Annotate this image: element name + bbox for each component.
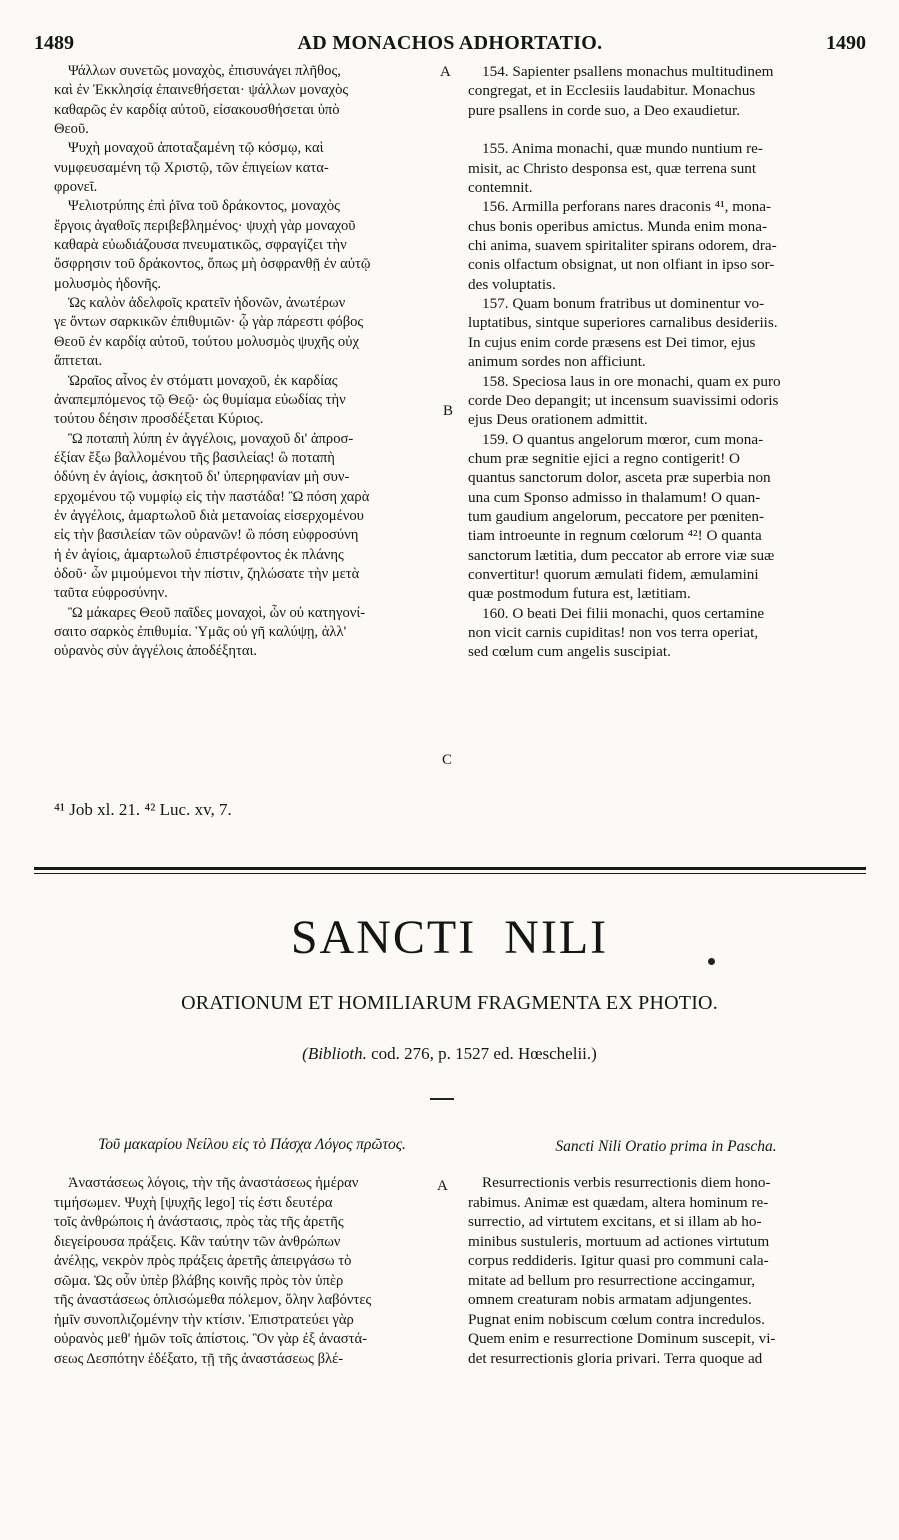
section-subtitle: ORATIONUM ET HOMILIARUM FRAGMENTA EX PHOTIO. [181,992,718,1014]
text-line: Ὡς καλὸν ἀδελφοῖς κρατεῖν ἡδονῶν, ἀνωτέρων [68,295,346,312]
source-rest: cod. 276, p. 1527 ed. Hœschelii.) [366,1044,597,1063]
margin-marker-c: C [442,752,453,768]
text-line: animum sordes non afficiunt. [468,353,646,371]
text-line: καθαρῶς ἐν καρδίᾳ αὐτοῦ, εἰσακουσθήσεται ὑπὸ [54,101,340,118]
text-line: non vicit carnis cupiditas! non vos terra operiat, [468,623,759,641]
text-line: τιμήσωμεν. Ψυχὴ [ψυχῆς lego] τίς ἐστι δευτέρα [54,1194,333,1211]
text-line: μολυσμὸς ἡδονῆς. [54,275,162,292]
running-head [34,32,866,56]
text-line: σῶμα. Ὡς οὖν ὑπὲρ βλάβης κοινῆς πρὸς τὸν ὑπὲρ [54,1272,344,1289]
text-line: rabimus. Animæ est quædam, altera hominum re- [468,1193,769,1211]
text-line: ejus Deus orationem admittit. [468,411,648,429]
latin-column-top [468,62,864,662]
text-line: minibus sustuleris, mortuum ad actiones virtutum [468,1232,770,1250]
text-line: Ψελιοτρύπης ἐπὶ ῥῖνα τοῦ δράκοντος, μοναχὸς [68,198,340,215]
text-line: 157. Quam bonum fratribus ut dominentur vo- [482,295,765,313]
section-divider-thin [34,873,866,874]
text-line: ἡ ἐν ἁγίοις, ἁμαρτωλοῦ ἐπιστρέφοντος ἐκ πλάνης [54,546,344,563]
greek-heading: Τοῦ μακαρίου Νείλου εἰς τὸ Πάσχα Λόγος πρῶτος. [98,1136,406,1153]
margin-marker-a-bottom: A [437,1178,448,1194]
footnotes: ⁴¹ Job xl. 21. ⁴² Luc. xv, 7. [54,800,232,819]
page-number-left: 1489 [34,32,74,54]
text-line: Pugnat enim nobiscum cœlum contra incredulos. [468,1310,765,1328]
latin-column-bottom [468,1173,864,1368]
text-line: σαιτο σαρκὸς ἐπιθυμία. Ὑμᾶς οὐ γῆ καλύψῃ, ἀλλ' [54,623,347,640]
text-line: 154. Sapienter psallens monachus multitudinem [482,63,774,80]
greek-column-bottom [54,1174,450,1369]
text-line: des voluptatis. [468,275,556,293]
text-line: ἀνέλῃς, νεκρὸν πρὸς πράξεις ἀρετῆς ἀπειργάσω τὸ [54,1253,352,1269]
ink-dot [708,958,715,965]
running-title: AD MONACHOS ADHORTATIO. [297,32,603,54]
text-line: ἅπτεται. [54,353,103,370]
short-divider [430,1098,454,1100]
text-line: Θεοῦ. [54,121,89,138]
text-line: tum gaudium angelorum, peccatore per pœniten- [468,507,765,525]
text-line: chus bonis operibus amictus. Munda enim mona- [468,217,768,235]
text-line: luptatibus, sintque superiores carnalibus desideriis. [468,314,778,332]
text-line: ταῦτα εὐφροσύνην. [54,585,168,602]
text-line: corpus reddideris. Igitur quasi pro communi cala- [468,1252,769,1269]
text-line: ἀναπεμπόμενος τῷ Θεῷ· ὡς θυμίαμα εὐωδίας τὴν [54,391,346,408]
text-line: Ὡραῖος αἶνος ἐν στόματι μοναχοῦ, ἐκ καρδίας [68,372,338,389]
text-line: sed cœlum cum angelis suscipiat. [468,643,671,661]
text-line: εἰς τὴν βασιλείαν τῶν οὐρανῶν! ὢ πόση εὐφροσύνη [54,527,359,544]
text-line: contemnit. [468,179,533,197]
text-line: ἡμῖν συνοπλιζομένην τὴν κτίσιν. Ἐπιστρατεύει γὰρ [54,1311,354,1328]
text-line: διεγείρουσα πράξεις. Κἂν ταύτην τῶν ἀνθρώπων [54,1233,341,1250]
text-line: ἐν ἀγγέλοις, ἁμαρτωλοῦ διὰ μετανοίας εἰσερχομένου [54,507,364,524]
text-line: Ὢ ποταπὴ λύπη ἐν ἀγγέλοις, μοναχοῦ δι' ἀπροσ- [68,430,354,447]
text-line: chi anima, suavem spiritaliter spirans odorem, dra- [468,237,777,255]
section-divider-thick [34,867,866,870]
text-line: 159. O quantus angelorum mœror, cum mona- [482,430,764,448]
text-line: tiam introeunte in regnum cœlorum ⁴²! O quanta [468,527,762,545]
source-italic: (Biblioth. [302,1044,367,1063]
text-line: Ἀναστάσεως λόγοις, τὴν τῆς ἀναστάσεως ἡμέραν [68,1175,359,1191]
text-line: 156. Armilla perforans nares draconis ⁴¹, mona- [482,198,772,216]
text-line: corde Deo depangit; ut incensum suavissimi odoris [468,391,779,409]
text-line: una cum Sponso admisso in thalamum! O quan- [468,488,761,506]
text-line: ὁδοῦ· ὧν μιμούμενοι τὴν πίστιν, ζηλώσατε τὴν μετὰ [54,565,360,582]
text-line: misit, ac Christo desponsa est, quæ terrena sunt [468,159,757,177]
text-line: 160. O beati Dei filii monachi, quos certamine [482,604,765,622]
text-line: καὶ ἐν Ἐκκλησίᾳ ἐπαινεθήσεται· ψάλλων μοναχὸς [54,82,349,99]
text-line: Ψάλλων συνετῶς μοναχὸς, ἐπισυνάγει πλῆθος, [68,63,341,79]
text-line: ὄσφρησιν τοῦ δράκοντος, ὅπως μὴ ὀσφρανθῇ ἐν αὐτῷ [54,256,371,273]
text-line: καθαρὰ εὐωδιάζουσα πνευματικῶς, σφραγίζει τὴν [54,237,347,254]
text-line: οὐρανὸς σὺν ἀγγέλοις ἀποδέξηται. [54,643,258,660]
text-line: 158. Speciosa laus in ore monachi, quam ex puro [482,372,781,390]
text-line: σεως Δεσπότην ἐδέξατο, τῇ τῆς ἀναστάσεως βλέ- [54,1350,344,1367]
page-number-right: 1490 [826,32,866,54]
text-line: τοῖς ἀνθρώποις ἡ ἀνάστασις, πρὸς τὰς τῆς ἀρετῆς [54,1214,344,1230]
text-line: pure psallens in corde suo, a Deo exaudietur. [468,101,741,119]
text-line: Resurrectionis verbis resurrectionis diem hono- [482,1174,771,1191]
text-line: τούτου δέησιν προσδέξεται Κύριος. [54,411,264,428]
margin-marker-a: A [440,64,451,80]
text-line: surrectio, ad virtutem excitans, et si illam ab ho- [468,1213,762,1230]
text-line: έξίαν ἔξω βαλλομένου τῆς βασιλείας! ὢ ποταπὴ [54,449,335,466]
text-line: congregat, et in Ecclesiis laudabitur. Monachus [468,82,756,100]
text-line: sanctorum lætitia, dum peccator ab errore viæ suæ [468,546,775,564]
margin-marker-b: B [443,403,454,419]
text-line: omnem creaturam nobis armatam adjungentes. [468,1291,752,1308]
text-line: τῆς ἀναστάσεως ὁπλισώμεθα πόλεμον, ὅλην λαβόντες [54,1292,372,1308]
text-line: ερχομένου τῷ νυμφίῳ εἰς τὴν παστάδα! Ὢ πόση χαρὰ [54,488,370,505]
text-line: φρονεῖ. [54,179,98,196]
latin-heading: Sancti Nili Oratio prima in Pascha. [555,1138,777,1155]
text-line: γε ὄντων σαρκικῶν ἐπιθυμιῶν· ᾧ γὰρ πάρεστι φόβος [54,314,364,331]
text-line: ἔργοις ἀγαθοῖς περιβεβλημένος· ψυχὴ γὰρ μοναχοῦ [54,217,356,234]
text-line: Quem enim e resurrectione Dominum suscepit, vi- [468,1330,776,1347]
section-title: SANCTI NILI [290,911,609,964]
text-line: νυμφευσαμένη τῷ Χριστῷ, τῶν ἐπιγείων κατα- [54,159,329,176]
text-line: 155. Anima monachi, quæ mundo nuntium re- [482,140,763,158]
text-line: conis olfactum obsignat, ut non olfiant in ipso sor- [468,256,775,274]
text-line: quantus sanctorum dolor, asceta præ superbia non [468,469,771,487]
text-line: Ψυχὴ μοναχοῦ ἀποταξαμένη τῷ κόσμῳ, καὶ [68,140,324,157]
text-line: quæ postmodum futura est, lætitiam. [468,585,691,603]
text-line: οὐρανὸς μεθ' ἡμῶν τοῖς ἀπίστοις. Ὃν γὰρ ἐξ ἀναστά- [54,1331,368,1347]
text-line: Θεοῦ ἐν καρδίᾳ αὐτοῦ, τούτου μολυσμὸς ψυχῆς οὐχ [54,333,359,350]
greek-column-top [54,62,450,662]
text-line [468,120,864,139]
text-line: ὀδύνη ἐν ἁγίοις, ἀσκητοῦ δι' ὑπερηφανίαν μὴ συν- [54,469,350,486]
source-reference [0,1044,899,1064]
text-line: det resurrectionis gloria privari. Terra quoque ad [468,1349,763,1367]
text-line: In cujus enim corde præsens est Dei timor, ejus [468,333,756,351]
text-line: mitate ad bellum pro resurrectione accingamur, [468,1271,755,1289]
text-line: chum præ segnitie ejici a regno contigerit! O [468,449,741,467]
text-line: Ὢ μάκαρες Θεοῦ παῖδες μοναχοὶ, ὧν οὐ κατηγονί- [68,604,366,621]
text-line: convertitur! quorum æmulati fidem, æmulamini [468,565,759,583]
